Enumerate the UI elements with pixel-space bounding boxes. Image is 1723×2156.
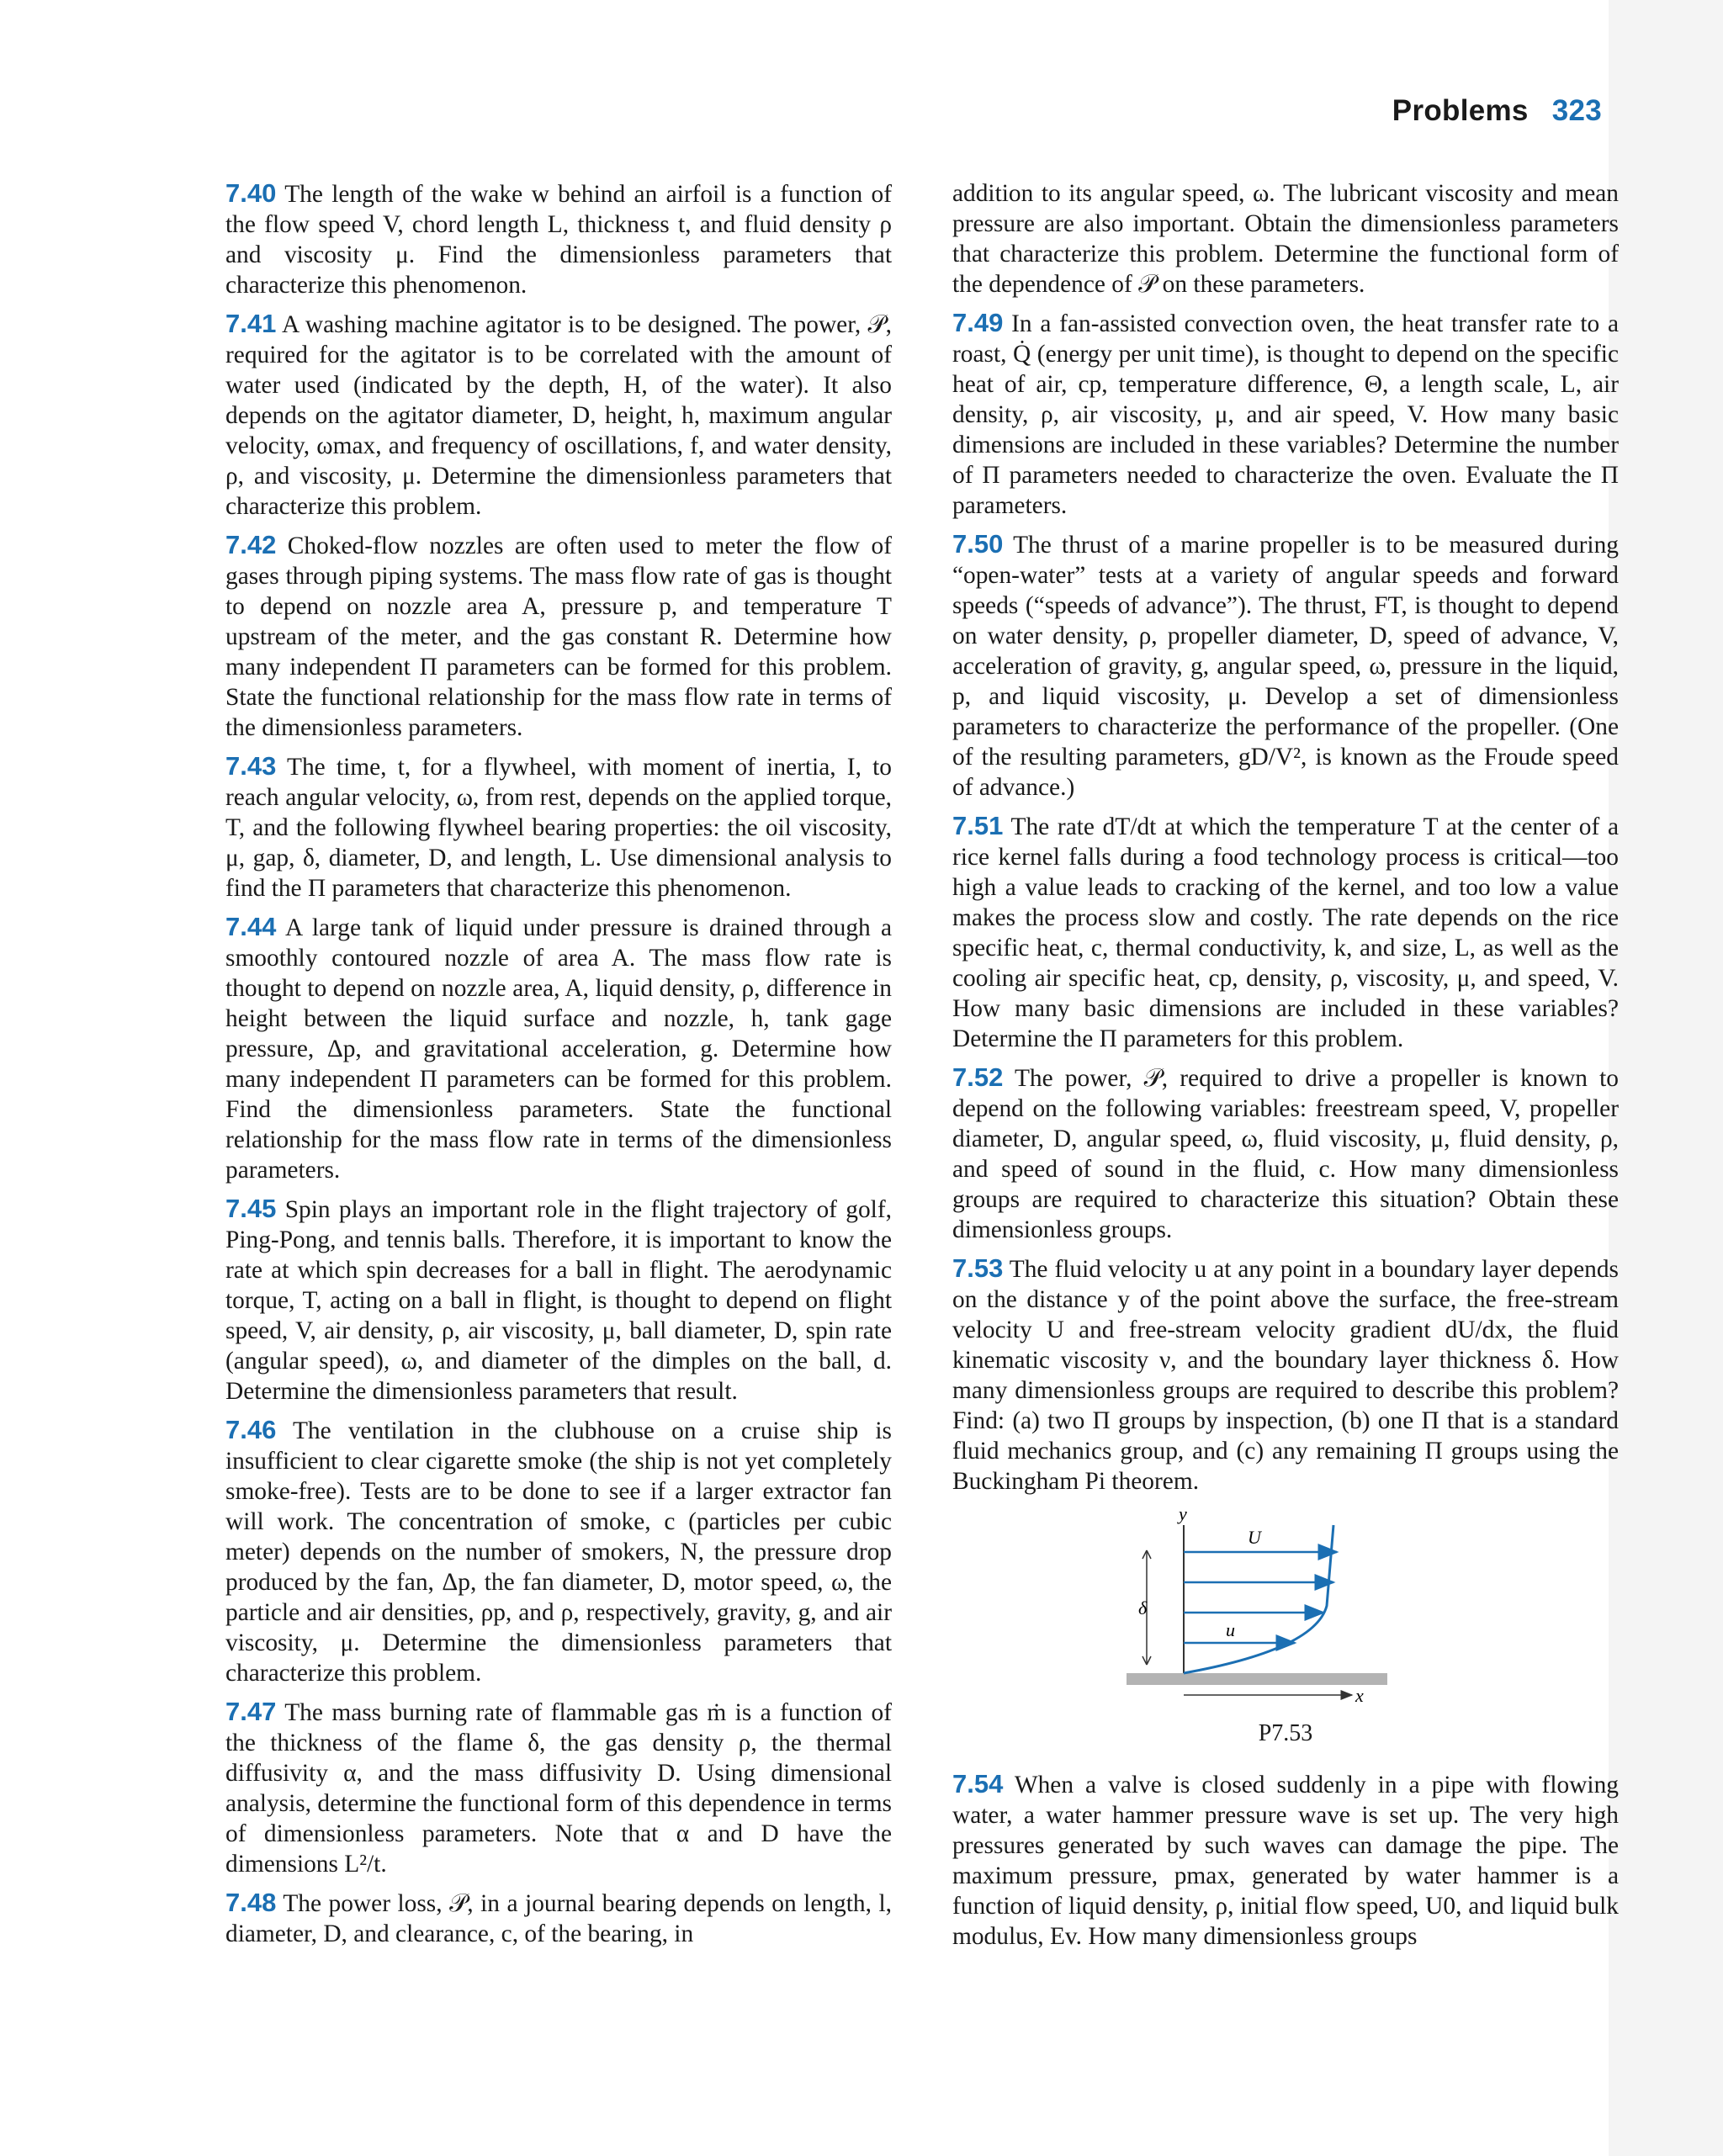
problem-text: addition to its angular speed, ω. The lubricant viscosity and mean pressure are also important. Obtain the dimensionless parameters that characterize this problem. Determine the functional form of the dependence of 𝒫 on these parameters. xyxy=(952,180,1619,298)
problem-text: Spin plays an important role in the flight trajectory of golf, Ping-Pong, and tennis balls. Therefore, it is important to know the rate at which spin decreases for a ball in flight. The aerodynamic torque, T, acting on a ball in flight, is thought to depend on flight speed, V, air density, ρ, air viscosity, μ, ball diameter, D, spin rate (angular speed), ω, and diameter of the dimples on the ball, d. Determine the dimensionless parameters that result. xyxy=(225,1196,892,1405)
problem-7-48 xyxy=(225,1888,892,1949)
boundary-layer-diagram xyxy=(1127,1505,1396,1715)
y-axis-label: y xyxy=(1179,1505,1187,1524)
right-column xyxy=(952,178,1619,1960)
problem-number: 7.42 xyxy=(225,530,277,559)
problem-7-41 xyxy=(225,309,892,522)
problem-7-45 xyxy=(225,1194,892,1406)
problem-7-47 xyxy=(225,1697,892,1879)
running-head-title: Problems xyxy=(1392,94,1529,127)
problem-7-42 xyxy=(225,530,892,743)
problem-number: 7.51 xyxy=(952,811,1004,840)
page-edge-shade xyxy=(1609,0,1723,2156)
problem-number: 7.44 xyxy=(225,912,277,941)
problem-text: The power, 𝒫, required to drive a propeller is known to depend on the following variables: freestream speed, V, propeller diameter, D, angular speed, ω, fluid viscosity, μ, fluid density, ρ, and speed of sound in the fluid, c. How many dimensionless groups are required to characterize this situation? Obtain these dimensionless groups. xyxy=(952,1065,1619,1243)
problem-number: 7.53 xyxy=(952,1253,1004,1283)
problem-number: 7.54 xyxy=(952,1769,1004,1798)
problem-number: 7.45 xyxy=(225,1194,277,1223)
x-axis-label: x xyxy=(1355,1685,1364,1706)
problem-7-50 xyxy=(952,529,1619,803)
surface-plate xyxy=(1127,1673,1387,1685)
problem-7-44 xyxy=(225,912,892,1185)
problem-number: 7.46 xyxy=(225,1415,277,1444)
problem-number: 7.48 xyxy=(225,1888,277,1917)
figure-caption: P7.53 xyxy=(1258,1720,1313,1746)
problem-number: 7.41 xyxy=(225,309,277,338)
problem-7-40 xyxy=(225,178,892,300)
problem-7-51 xyxy=(952,811,1619,1054)
running-head xyxy=(1392,94,1602,128)
problem-7-52 xyxy=(952,1062,1619,1245)
problem-7-53 xyxy=(952,1253,1619,1496)
figure-p7-53 xyxy=(952,1505,1619,1749)
problem-number: 7.52 xyxy=(952,1062,1004,1092)
boundary-layer-thickness-label: δ xyxy=(1138,1597,1148,1618)
problem-number: 7.49 xyxy=(952,308,1004,337)
problem-number: 7.47 xyxy=(225,1697,277,1726)
problem-7-48-continued xyxy=(952,178,1619,299)
left-column xyxy=(225,178,892,1957)
problem-text: The power loss, 𝒫, in a journal bearing depends on length, l, diameter, D, and clearance, c, of the bearing, in xyxy=(225,1890,892,1947)
local-velocity-label: u xyxy=(1226,1619,1235,1640)
problem-text: The length of the wake w behind an airfoil is a function of the flow speed V, chord length L, thickness t, and fluid density ρ and viscosity μ. Find the dimensionless parameters that characterize this phenomenon. xyxy=(225,181,892,299)
problem-number: 7.40 xyxy=(225,178,277,208)
problem-text: The time, t, for a flywheel, with moment of inertia, I, to reach angular velocity, ω, from rest, depends on the applied torque, T, and the following flywheel bearing properties: the oil viscosity, μ, gap, δ, diameter, D, and length, L. Use dimensional analysis to find the Π parameters that characterize this phenomenon. xyxy=(225,754,892,902)
freestream-velocity-label: U xyxy=(1248,1527,1261,1548)
problem-text: In a fan-assisted convection oven, the heat transfer rate to a roast, Q̇ (energy per unit time), is thought to depend on the specific heat of air, cp, temperature difference, Θ, a length scale, L, air density, ρ, air viscosity, μ, and air speed, V. How many basic dimensions are included in these variables? Determine the number of Π parameters needed to characterize the oven. Evaluate the Π parameters. xyxy=(952,310,1619,519)
problem-text: The mass burning rate of flammable gas ṁ is a function of the thickness of the flame δ, the gas density ρ, the thermal diffusivity α, and the mass diffusivity D. Using dimensional analysis, determine the functional form of this dependence in terms of dimensionless parameters. Note that α and D have the dimensions L²/t. xyxy=(225,1699,892,1878)
problem-text: The thrust of a marine propeller is to be measured during “open-water” tests at a variety of angular speeds and forward speeds (“speeds of advance”). The thrust, FT, is thought to depend on water density, ρ, propeller diameter, D, speed of advance, V, acceleration of gravity, g, angular speed, ω, pressure in the liquid, p, and liquid viscosity, μ. Develop a set of dimensionless parameters to characterize the performance of the propeller. (One of the resulting parameters, gD/V², is known as the Froude speed of advance.) xyxy=(952,532,1619,801)
page-number: 323 xyxy=(1551,94,1602,127)
problem-7-43 xyxy=(225,751,892,903)
problem-7-46 xyxy=(225,1415,892,1688)
problem-number: 7.50 xyxy=(952,529,1004,559)
problem-text: Choked-flow nozzles are often used to meter the flow of gases through piping systems. The mass flow rate of gas is thought to depend on nozzle area A, pressure p, and temperature T upstream of the meter, and the gas constant R. Determine how many independent Π parameters can be formed for this problem. State the functional relationship for the mass flow rate in terms of the dimensionless parameters. xyxy=(225,532,892,741)
problem-text: The ventilation in the clubhouse on a cruise ship is insufficient to clear cigarette smoke (the ship is not yet completely smoke-free). Tests are to be done to see if a larger extractor fan will work. The concentration of smoke, c (particles per cubic meter) depends on the number of smokers, N, the pressure drop produced by the fan, Δp, the fan diameter, D, motor speed, ω, the particle and air densities, ρp, and ρ, respectively, gravity, g, and air viscosity, μ. Determine the dimensionless parameters that characterize this problem. xyxy=(225,1417,892,1687)
problem-text: A large tank of liquid under pressure is drained through a smoothly contoured nozzle of area A. The mass flow rate is thought to depend on nozzle area, A, liquid density, ρ, difference in height between the liquid surface and nozzle, h, tank gage pressure, Δp, and gravitational acceleration, g. Determine how many independent Π parameters can be formed for this problem. Find the dimensionless parameters. State the functional relationship for the mass flow rate in terms of the dimensionless parameters. xyxy=(225,914,892,1184)
problem-7-49 xyxy=(952,308,1619,521)
problem-text: The fluid velocity u at any point in a boundary layer depends on the distance y of the point above the surface, the free-stream velocity U and free-stream velocity gradient dU/dx, the fluid kinematic viscosity ν, and the boundary layer thickness δ. How many dimensionless groups are required to describe this problem? Find: (a) two Π groups by inspection, (b) one Π that is a standard fluid mechanics group, and (c) any remaining Π groups using the Buckingham Pi theorem. xyxy=(952,1256,1619,1495)
problem-text: When a valve is closed suddenly in a pipe with flowing water, a water hammer pressure wave is set up. The very high pressures generated by such waves can damage the pipe. The maximum pressure, pmax, generated by water hammer is a function of liquid density, ρ, initial flow speed, U0, and liquid bulk modulus, Ev. How many dimensionless groups xyxy=(952,1772,1619,1950)
problem-number: 7.43 xyxy=(225,751,277,781)
problem-7-54 xyxy=(952,1769,1619,1952)
problem-text: A washing machine agitator is to be designed. The power, 𝒫, required for the agitator is to be correlated with the amount of water used (indicated by the depth, H, of the water). It also depends on the agitator diameter, D, height, h, maximum angular velocity, ωmax, and frequency of oscillations, f, and water density, ρ, and viscosity, μ. Determine the dimensionless parameters that characterize this problem. xyxy=(225,311,892,520)
problem-text: The rate dT/dt at which the temperature T at the center of a rice kernel falls during a food technology process is critical—too high a value leads to cracking of the kernel, and too low a value makes the process slow and costly. The rate depends on the rice specific heat, c, thermal conductivity, k, and size, L, as well as the cooling air specific heat, cp, density, ρ, viscosity, μ, and speed, V. How many basic dimensions are included in these variables? Determine the Π parameters for this problem. xyxy=(952,813,1619,1052)
